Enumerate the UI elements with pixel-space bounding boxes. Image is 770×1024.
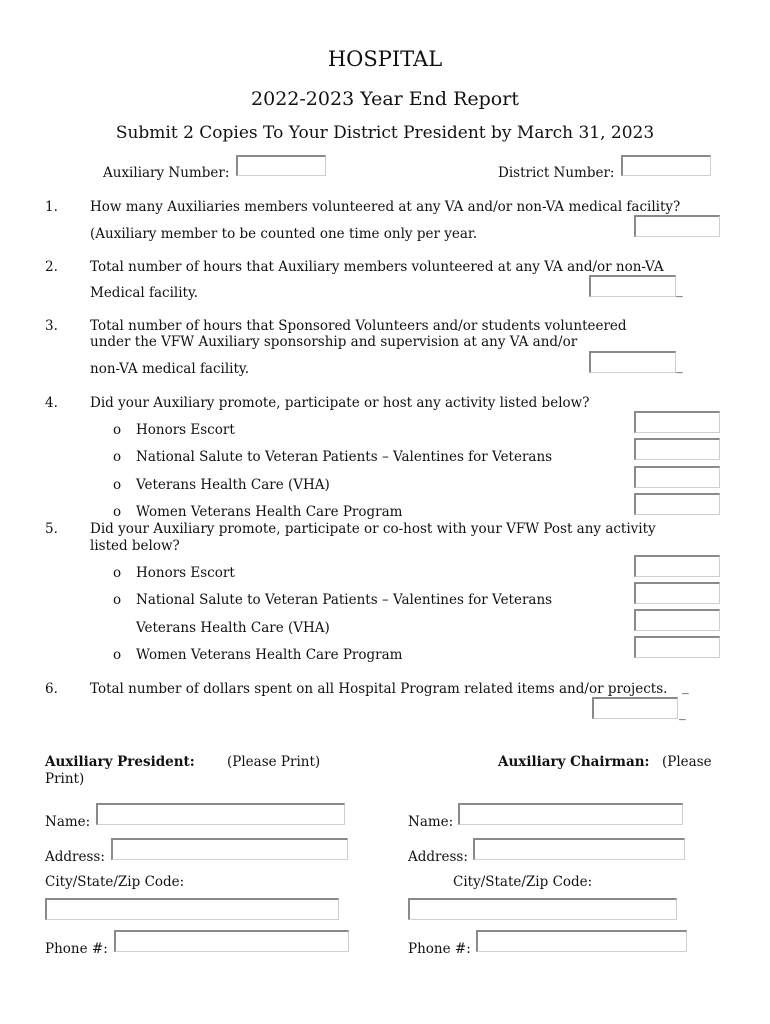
q4-honors-escort-field[interactable]	[634, 411, 720, 433]
bullet: o	[113, 647, 122, 663]
president-name-label: Name:	[45, 814, 91, 830]
question-6-field[interactable]	[592, 697, 678, 719]
president-note: (Please Print)	[227, 754, 321, 770]
question-1-note: (Auxiliary member to be counted one time only per year.	[90, 226, 478, 242]
page-title: HOSPITAL	[327, 47, 443, 71]
q5-item-women-veterans: Women Veterans Health Care Program	[136, 647, 403, 663]
q4-national-salute-field[interactable]	[634, 438, 720, 460]
q5-national-salute-field[interactable]	[634, 582, 720, 604]
question-2-field[interactable]	[589, 275, 676, 297]
question-3-text-cont: under the VFW Auxiliary sponsorship and supervision at any VA and/or	[90, 334, 578, 350]
president-city-field[interactable]	[45, 898, 339, 920]
question-2-number: 2.	[45, 259, 58, 275]
q4-item-honors-escort: Honors Escort	[136, 422, 235, 438]
chairman-heading	[498, 754, 650, 770]
president-address-label: Address:	[45, 849, 105, 865]
chairman-name-label: Name:	[408, 814, 454, 830]
question-3-underline: _	[676, 358, 683, 374]
president-city-label: City/State/Zip Code:	[45, 874, 185, 890]
q5-vha-field[interactable]	[634, 609, 720, 631]
question-3-number: 3.	[45, 318, 58, 334]
page-subtitle: 2022-2023 Year End Report	[251, 88, 519, 110]
q4-item-women-veterans: Women Veterans Health Care Program	[136, 504, 403, 520]
bullet: o	[113, 592, 122, 608]
president-name-field[interactable]	[96, 803, 345, 825]
question-4-number: 4.	[45, 395, 58, 411]
question-2-text-cont: Medical facility.	[90, 285, 199, 301]
question-5-text: Did your Auxiliary promote, participate or co-host with your VFW Post any activity	[90, 521, 656, 537]
q5-women-veterans-field[interactable]	[634, 636, 720, 658]
question-3-field[interactable]	[589, 351, 676, 373]
district-number-label: District Number:	[498, 165, 615, 181]
bullet: o	[113, 422, 122, 438]
bullet: o	[113, 449, 122, 465]
q4-vha-field[interactable]	[634, 466, 720, 488]
q5-item-national-salute: National Salute to Veteran Patients – Valentines for Veterans	[136, 592, 553, 608]
auxiliary-number-label: Auxiliary Number:	[103, 165, 230, 181]
question-3-text: Total number of hours that Sponsored Volunteers and/or students volunteered	[90, 318, 627, 334]
question-6-underline-2: _	[679, 705, 686, 721]
chairman-phone-field[interactable]	[476, 930, 687, 952]
chairman-address-label: Address:	[408, 849, 468, 865]
question-2-underline: _	[676, 282, 683, 298]
district-number-field[interactable]	[621, 155, 711, 176]
submission-instruction: Submit 2 Copies To Your District President by March 31, 2023	[115, 123, 655, 143]
question-1-text: How many Auxiliaries members volunteered at any VA and/or non-VA medical facility?	[90, 199, 681, 215]
chairman-note: (Please	[662, 754, 712, 770]
chairman-address-field[interactable]	[473, 838, 685, 860]
q5-item-honors-escort: Honors Escort	[136, 565, 235, 581]
president-heading	[45, 754, 195, 770]
q5-honors-escort-field[interactable]	[634, 555, 720, 577]
chairman-name-field[interactable]	[458, 803, 683, 825]
bullet: o	[113, 565, 122, 581]
question-5-text-cont: listed below?	[90, 538, 180, 554]
chairman-city-label: City/State/Zip Code:	[453, 874, 593, 890]
q4-women-veterans-field[interactable]	[634, 493, 720, 515]
president-heading-label: Auxiliary President:	[45, 754, 195, 770]
president-phone-field[interactable]	[114, 930, 349, 952]
question-5-number: 5.	[45, 521, 58, 537]
question-1-number: 1.	[45, 199, 58, 215]
president-address-field[interactable]	[111, 838, 348, 860]
question-4-text: Did your Auxiliary promote, participate or host any activity listed below?	[90, 395, 590, 411]
q4-item-vha: Veterans Health Care (VHA)	[136, 477, 330, 493]
chairman-note-cont: Print)	[45, 771, 85, 787]
chairman-heading-label: Auxiliary Chairman:	[498, 754, 650, 770]
president-phone-label: Phone #:	[45, 941, 108, 957]
question-3-text-end: non-VA medical facility.	[90, 361, 250, 377]
q5-item-vha: Veterans Health Care (VHA)	[136, 620, 330, 636]
bullet: o	[113, 477, 122, 493]
question-2-text: Total number of hours that Auxiliary members volunteered at any VA and/or non-VA	[90, 259, 664, 275]
auxiliary-number-field[interactable]	[236, 155, 326, 176]
question-6-text: Total number of dollars spent on all Hospital Program related items and/or projects.	[90, 681, 668, 697]
chairman-phone-label: Phone #:	[408, 941, 471, 957]
question-6-number: 6.	[45, 681, 58, 697]
bullet: o	[113, 504, 122, 520]
q4-item-national-salute: National Salute to Veteran Patients – Valentines for Veterans	[136, 449, 553, 465]
question-6-underline: _	[682, 679, 689, 695]
question-1-field[interactable]	[634, 215, 720, 237]
chairman-city-field[interactable]	[408, 898, 677, 920]
